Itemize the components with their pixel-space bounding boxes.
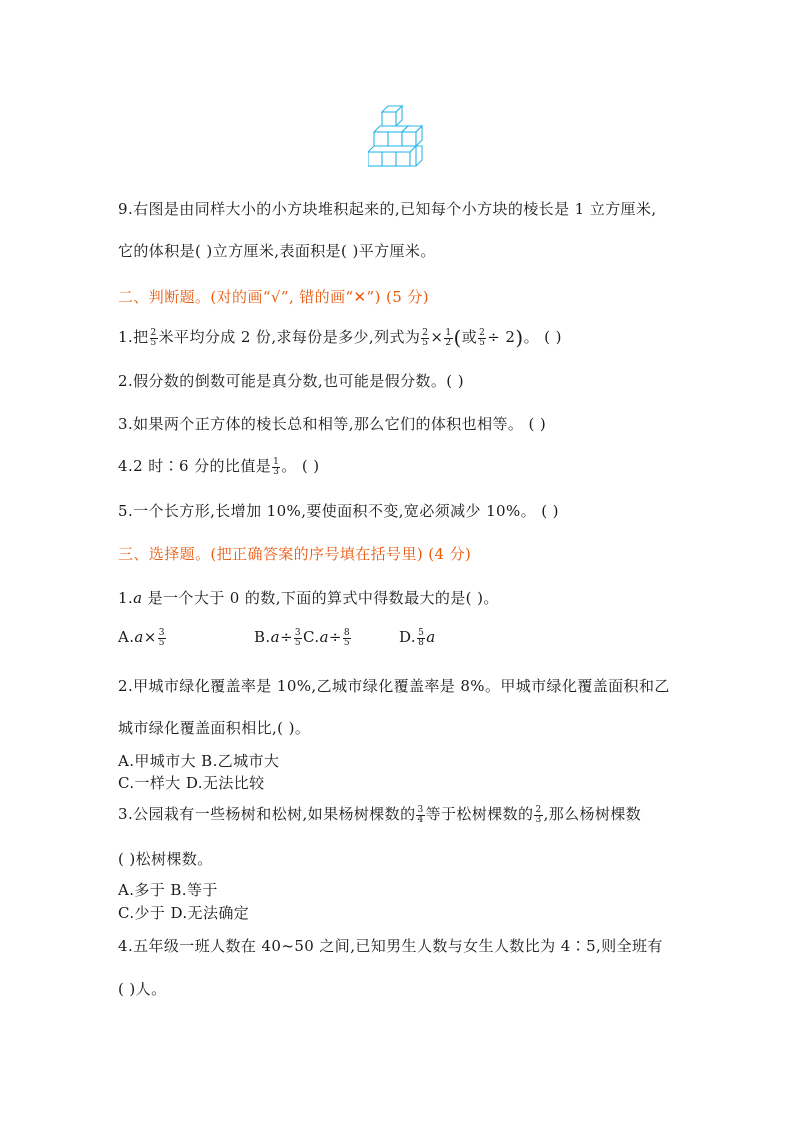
judge1-text-e: 。 ( ): [523, 328, 562, 346]
choice-q1-option-b: B.a÷ $\frac{3}{5}$ C.a÷ $\frac{8}{5}$: [254, 627, 351, 648]
judge1-text-a: 1.把: [118, 328, 149, 346]
choice-q3-options-ab: A.多于 B.等于: [118, 881, 218, 899]
choice-q1-option-c: C.: [303, 628, 320, 646]
q1-number: 1.: [118, 589, 134, 607]
judge-item-2: 2.假分数的倒数可能是真分数,也可能是假分数。( ): [118, 372, 464, 390]
stacked-cubes-figure: [368, 104, 424, 172]
fraction: $\frac{3}{5}$: [158, 627, 165, 648]
choice-q1-option-d: D. $\frac{5}{8}$ a: [399, 627, 436, 648]
fraction: $\frac{2}{5}$: [150, 327, 157, 348]
judge-item-3: 3.如果两个正方体的棱长总和相等,那么它们的体积也相等。 ( ): [118, 415, 547, 433]
paren-open: (: [453, 325, 462, 350]
choice-q2-options-cd: C.一样大 D.无法比较: [118, 774, 265, 792]
fraction: $\frac{5}{8}$: [418, 627, 425, 648]
q9-line1: 9.右图是由同样大小的小方块堆积起来的,已知每个小方块的棱长是 1 立方厘米,: [118, 200, 657, 218]
choice-q4-line1: 4.五年级一班人数在 40~50 之间,已知男生人数与女生人数比为 4∶5,则全班有: [118, 937, 663, 955]
fraction: $\frac{2}{5}$: [479, 327, 486, 348]
choice-q2-line2: 城市绿化覆盖面积相比,( )。: [118, 719, 311, 737]
judge4-text-a: 4.2 时∶6 分的比值是: [118, 457, 272, 475]
judge-item-5: 5.一个长方形,长增加 10%,要使面积不变,宽必须减少 10%。 ( ): [118, 502, 559, 520]
fraction: $\frac{8}{5}$: [343, 627, 351, 648]
choice-q2-options-ab: A.甲城市大 B.乙城市大: [118, 752, 280, 770]
q9-line2: 它的体积是( )立方厘米,表面积是( )平方厘米。: [118, 242, 436, 260]
judge1-text-b: 米平均分成 2 份,求每份是多少,列式为: [158, 328, 421, 346]
paren-close: ): [515, 325, 524, 350]
choice-q3-line2: ( )松树棵数。: [118, 850, 213, 868]
fraction: $\frac{2}{5}$: [422, 327, 429, 348]
fraction: $\frac{1}{2}$: [445, 327, 452, 348]
choice-q3-options-cd: C.少于 D.无法确定: [118, 904, 250, 922]
choice-q3-line1: 3.公园栽有一些杨树和松树,如果杨树棵数的 $\frac{3}{4}$ 等于松树棵数的 $\frac{2}{3}$ ,那么杨树棵数: [118, 804, 642, 825]
judge-item-4: [118, 455, 320, 477]
choice-q1-stem: [118, 587, 499, 608]
choice-q1-option-a: A.a× $\frac{3}{5}$: [118, 627, 165, 648]
fraction: $\frac{2}{3}$: [535, 804, 542, 825]
fraction: $\frac{3}{5}$: [294, 627, 302, 648]
judge1-text-c: 或: [461, 328, 478, 346]
judge4-text-b: 。 ( ): [281, 457, 320, 475]
section2-title: 二、判断题。(对的画“√”, 错的画“✕”) (5 分): [118, 288, 430, 306]
variable-a: a: [133, 589, 143, 607]
choice-q2-line1: 2.甲城市绿化覆盖率是 10%,乙城市绿化覆盖率是 8%。甲城市绿化覆盖面积和乙: [118, 677, 670, 695]
choice-q4-line2: ( )人。: [118, 980, 167, 998]
judge-item-1: [118, 326, 562, 348]
fraction: $\frac{3}{4}$: [417, 804, 424, 825]
judge1-text-d: ÷ 2: [487, 328, 516, 346]
section3-title: 三、选择题。(把正确答案的序号填在括号里) (4 分): [118, 545, 472, 563]
q1-stem-text: 是一个大于 0 的数,下面的算式中得数最大的是( )。: [142, 589, 499, 607]
fraction: $\frac{1}{3}$: [273, 456, 280, 477]
times-sign: ×: [430, 328, 444, 346]
